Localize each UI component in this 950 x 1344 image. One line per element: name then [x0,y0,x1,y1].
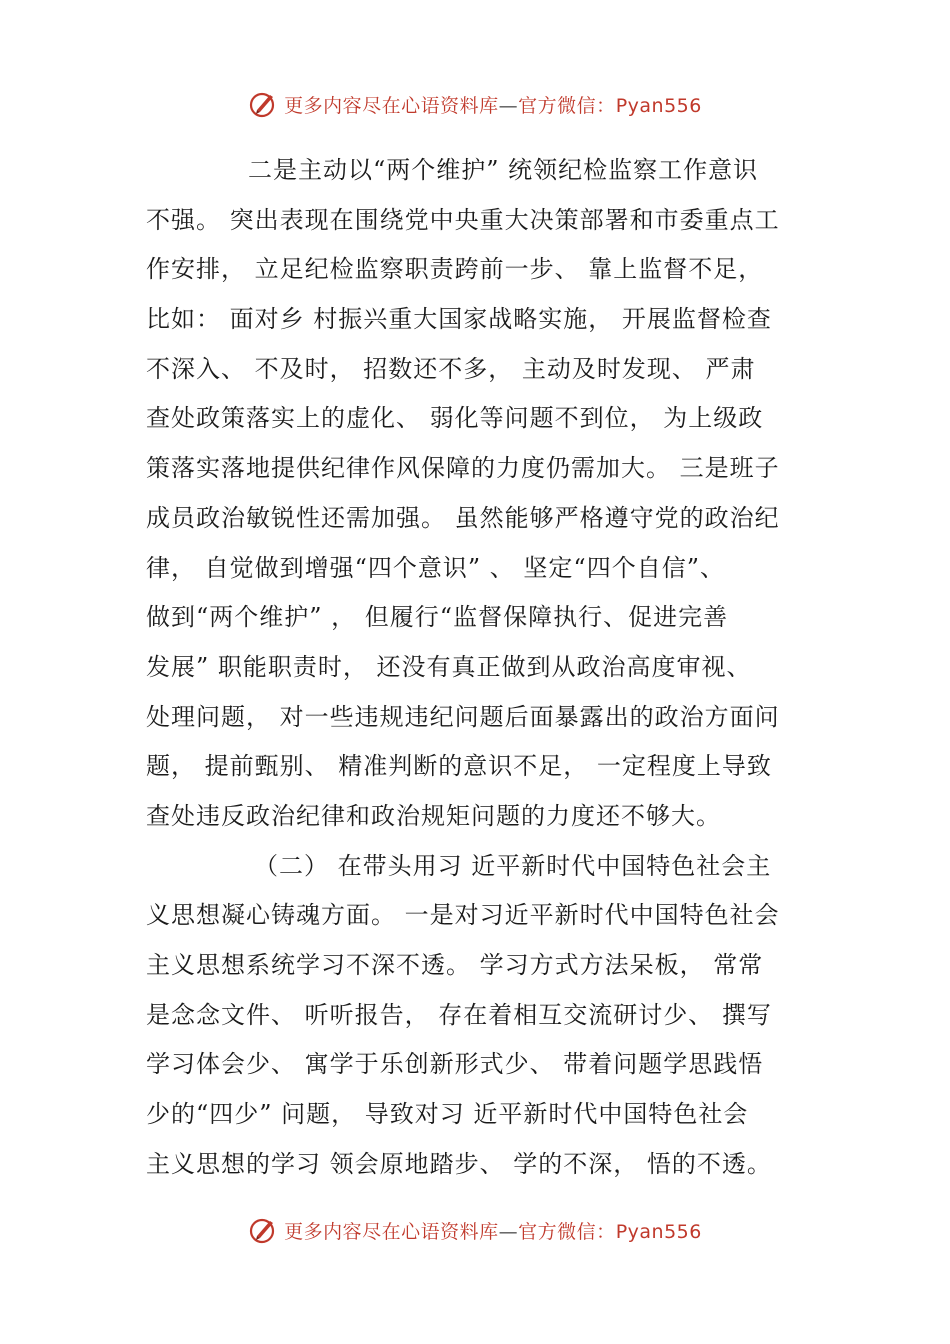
pen-circle-icon [248,1215,278,1245]
watermark-dash: — [498,1220,519,1243]
text-line: 比如： 面对乡 村振兴重大国家战略实施， 开展监督检查 [146,305,772,334]
text-line: 二是主动以“两个维护” 统领纪检监察工作意识 [248,156,759,184]
text-line: 作安排， 立足纪检监察职责跨前一步、 靠上监督不足， [146,255,764,284]
document-body [146,146,808,1189]
watermark-wechat-label: 官方微信： [518,94,616,117]
watermark-dash: — [498,94,519,117]
text-line: 主义思想系统学习不深不透。 学习方式方法呆板， 常常 [146,951,764,979]
watermark-main: 更多内容尽在心语资料库 [284,1220,499,1243]
text-line: 学习体会少、 寓学于乐创新形式少、 带着问题学思践悟 [146,1050,764,1079]
text-line: 做到“两个维护” ， 但履行“监督保障执行、促进完善 [146,603,729,632]
text-line: 律， 自觉做到增强“四个意识” 、 坚定“四个自信”、 [146,553,725,582]
text-line: 不强。 突出表现在围绕党中央重大决策部署和市委重点工 [146,205,780,234]
text-line: 发展” 职能职责时， 还没有真正做到从政治高度审视、 [146,652,752,681]
watermark-header [0,84,950,124]
watermark-wechat-id: Pyan556 [615,1220,702,1243]
text-line: 不深入、 不及时， 招数还不多， 主动及时发现、 严肃 [146,354,756,383]
watermark-main: 更多内容尽在心语资料库 [284,94,499,117]
watermark-text [284,1217,702,1244]
text-line: 义思想凝心铸魂方面。 一是对习近平新时代中国特色社会 [146,901,780,930]
text-line: 少的“四少” 问题， 导致对习 近平新时代中国特色社会 [146,1100,749,1129]
text-line: 题， 提前甄别、 精准判断的意识不足， 一定程度上导致 [146,752,772,781]
watermark-wechat-label: 官方微信： [518,1220,616,1243]
watermark-text [284,91,702,118]
text-line: 查处违反政治纪律和政治规矩问题的力度还不够大。 [146,801,721,830]
text-line: 处理问题， 对一些违规违纪问题后面暴露出的政治方面问 [146,702,780,731]
section-heading-line: （二） 在带头用习 近平新时代中国特色社会主 [254,851,772,880]
text-line: 成员政治敏锐性还需加强。 虽然能够严格遵守党的政治纪 [146,503,780,532]
watermark-footer [0,1210,950,1250]
text-line: 是念念文件、 听听报告， 存在着相互交流研讨少、 撰写 [146,1000,772,1029]
watermark-wechat-id: Pyan556 [615,94,702,117]
pen-circle-icon [248,89,278,119]
text-line: 查处政策落实上的虚化、 弱化等问题不到位， 为上级政 [146,404,764,433]
text-line: 策落实落地提供纪律作风保障的力度仍需加大。 三是班子 [146,454,780,483]
text-line: 主义思想的学习 领会原地踏步、 学的不深， 悟的不透。 [146,1149,772,1178]
